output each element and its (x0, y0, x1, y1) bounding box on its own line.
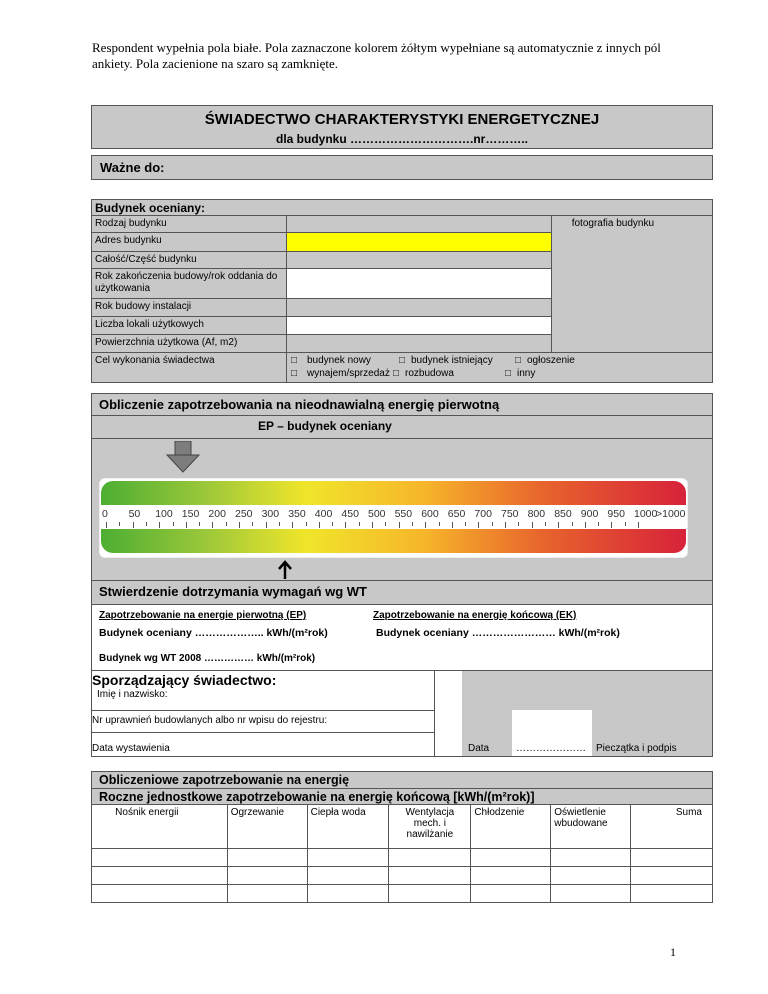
issuer-date-label: Data (468, 743, 490, 754)
scale-tick (425, 522, 426, 528)
scale-tick (545, 522, 546, 526)
certificate-title: ŚWIADECTWO CHARAKTERYSTYKI ENERGETYCZNEJ (204, 111, 600, 128)
issuer-date-cell (462, 710, 513, 756)
valid-until-label: Ważne do: (100, 160, 165, 175)
down-arrow-icon (165, 441, 201, 473)
wt-section (91, 605, 713, 671)
scale-tick (186, 522, 187, 528)
wt2008-value[interactable]: Budynek wg WT 2008 …………… kWh/(m²rok) (99, 653, 316, 664)
gradient-top (101, 481, 686, 505)
scale-tick (638, 522, 639, 528)
scale-tick (478, 522, 479, 528)
scale-tick (252, 522, 253, 526)
field-installation-year (286, 298, 552, 317)
issuer-heading: Sporządzający świadectwo: (92, 672, 277, 688)
scale-label: 150 (181, 508, 200, 520)
scale-label: 950 (607, 508, 625, 520)
scale-tick (385, 522, 386, 526)
issuer-name-label: Imię i nazwisko: (97, 689, 168, 700)
page-number: 1 (670, 945, 676, 959)
wt-col2-value[interactable]: Budynek oceniany …………………… kWh/(m²rok) (376, 627, 620, 639)
scale-tick (505, 522, 506, 528)
scale-tick (452, 522, 453, 528)
col-ventilation: Wentylacja mech. i nawilżanie (389, 805, 471, 849)
scale-tick (572, 522, 573, 526)
scale-label: 50 (128, 508, 141, 520)
scale-label: 550 (394, 508, 413, 520)
scale-label: 200 (208, 508, 226, 520)
ep-section (91, 393, 713, 605)
field-completion-year[interactable] (286, 268, 552, 299)
wt-col1-value[interactable]: Budynek oceniany ……………….. kWh/(m²rok) (99, 627, 328, 639)
col-carrier: Nośnik energii (92, 805, 228, 849)
issuer-license-label: Nr uprawnień budowlanych albo nr wpisu do rejestru: (92, 715, 328, 726)
issuer-top-gray (462, 671, 712, 711)
scale-tick (465, 522, 466, 526)
issuer-spacer-column (434, 671, 464, 756)
col-lighting: Oświetlenie wbudowane (551, 805, 631, 849)
calc-heading-2: Roczne jednostkowe zapotrzebowanie na energię końcową [kWh/(m²rok)] (99, 790, 535, 804)
wt-col1-title: Zapotrzebowanie na energie pierwotną (EP) (99, 610, 307, 621)
scale-tick (133, 522, 134, 528)
building-heading (91, 199, 713, 216)
row-building-type: Rodzaj budynku (91, 215, 287, 233)
scale-tick (146, 522, 147, 526)
valid-until-box (91, 155, 713, 180)
field-address (286, 232, 552, 252)
scale-tick (585, 522, 586, 528)
scale-label: 800 (527, 508, 546, 520)
col-hot-water: Ciepła woda (307, 805, 389, 849)
scale-label: 600 (421, 508, 439, 520)
checkbox-new[interactable]: □ (291, 355, 298, 366)
scale-tick (625, 522, 626, 526)
scale-label: 400 (314, 508, 333, 520)
table-row[interactable] (92, 885, 713, 903)
scale-tick (279, 522, 280, 526)
col-sum: Suma (631, 805, 713, 849)
wt-col2-title: Zapotrzebowanie na energię końcową (EK) (373, 610, 577, 621)
wt-heading: Stwierdzenie dotrzymania wymagań wg WT (99, 584, 367, 599)
scale-tick (239, 522, 240, 528)
checkbox-existing[interactable]: □ (399, 355, 406, 366)
scale-label: 450 (341, 508, 359, 520)
row-whole-part: Całość/Część budynku (91, 251, 287, 269)
calc-table (91, 804, 713, 903)
scale-label: 500 (368, 508, 386, 520)
table-row[interactable] (92, 849, 713, 867)
issuer-stamp-cell (592, 710, 712, 756)
scale-tick (306, 522, 307, 526)
gradient-bottom (101, 529, 686, 553)
scale-tick (532, 522, 533, 528)
col-heating: Ogrzewanie (227, 805, 307, 849)
photo-label: fotografia budynku (571, 218, 654, 229)
scale-tick (199, 522, 200, 526)
building-heading-label: Budynek oceniany: (95, 201, 206, 215)
field-units-count[interactable] (286, 316, 552, 335)
scale-tick (292, 522, 293, 528)
scale-label: 300 (261, 508, 280, 520)
scale-tick (119, 522, 120, 526)
row-installation-year: Rok budowy instalacji (91, 298, 287, 317)
table-row[interactable] (92, 867, 713, 885)
scale-label: 250 (235, 508, 253, 520)
row-units-count: Liczba lokali użytkowych (91, 316, 287, 335)
ep-scale (99, 478, 688, 558)
scale-tick (319, 522, 320, 528)
scale-tick (106, 522, 107, 528)
field-whole-part (286, 251, 552, 269)
scale-label: 1000 (634, 508, 658, 520)
scale-label: 750 (501, 508, 519, 520)
certificate-header (91, 105, 713, 149)
scale-tick (159, 522, 160, 528)
calc-heading (91, 771, 713, 805)
ep-subheading: EP – budynek oceniany (258, 419, 392, 433)
field-usable-area (286, 334, 552, 353)
scale-tick (345, 522, 346, 528)
calc-header-row (92, 805, 713, 849)
scale-tick (412, 522, 413, 526)
scale-ticks (100, 505, 689, 529)
calc-heading-1: Obliczeniowe zapotrzebowanie na energię (99, 773, 350, 787)
building-photo (551, 215, 713, 353)
scale-label: >1000 (656, 508, 686, 520)
scale-tick (598, 522, 599, 526)
checkbox-other[interactable]: □ (505, 368, 512, 379)
checkbox-extension[interactable]: □ (393, 368, 400, 379)
instruction-note: Respondent wypełnia pola białe. Pola zaznaczone kolorem żółtym wypełniane są automatycznie z innych pól ankiety. Pola zacienione na szaro są zamknięte. (92, 40, 661, 71)
scale-tick (266, 522, 267, 528)
scale-label: 100 (155, 508, 173, 520)
issuer-stamp-label: Pieczątka i podpis (596, 743, 677, 754)
scale-tick (359, 522, 360, 526)
field-building-type (286, 215, 552, 233)
scale-label: 0 (102, 508, 108, 520)
scale-tick (226, 522, 227, 526)
scale-tick (492, 522, 493, 526)
row-completion-year: Rok zakończenia budowy/rok oddania do użytkowania (91, 268, 287, 299)
scale-tick (173, 522, 174, 526)
scale-tick (399, 522, 400, 528)
scale-label: 850 (554, 508, 572, 520)
scale-label: 650 (447, 508, 466, 520)
scale-tick (558, 522, 559, 528)
purpose-options: □ budynek nowy □ budynek istniejący □ ogłoszenie □ wynajem/sprzedaż □ rozbudowa □ inny (286, 352, 713, 383)
up-arrow-icon (278, 560, 292, 580)
issuer-date-issued-label: Data wystawienia (92, 743, 170, 754)
certificate-subtitle: dla budynku ………………………….nr……….. (275, 132, 528, 146)
row-purpose: Cel wykonania świadectwa (91, 352, 287, 383)
scale-tick (611, 522, 612, 528)
col-cooling: Chłodzenie (471, 805, 551, 849)
scale-label: 350 (288, 508, 306, 520)
scale-tick (518, 522, 519, 526)
scale-label: 700 (474, 508, 492, 520)
scale-tick (439, 522, 440, 526)
scale-tick (212, 522, 213, 528)
checkbox-rent-sale[interactable]: □ (291, 368, 298, 379)
issuer-section (91, 670, 713, 757)
row-usable-area: Powierzchnia użytkowa (Af, m2) (91, 334, 287, 353)
ep-heading: Obliczenie zapotrzebowania na nieodnawialną energię pierwotną (99, 397, 500, 412)
scale-label: 900 (580, 508, 599, 520)
scale-tick (372, 522, 373, 528)
row-address: Adres budynku (91, 232, 287, 252)
scale-tick (332, 522, 333, 526)
checkbox-announcement[interactable]: □ (515, 355, 522, 366)
issuer-date-field[interactable]: ………………… (512, 710, 593, 756)
